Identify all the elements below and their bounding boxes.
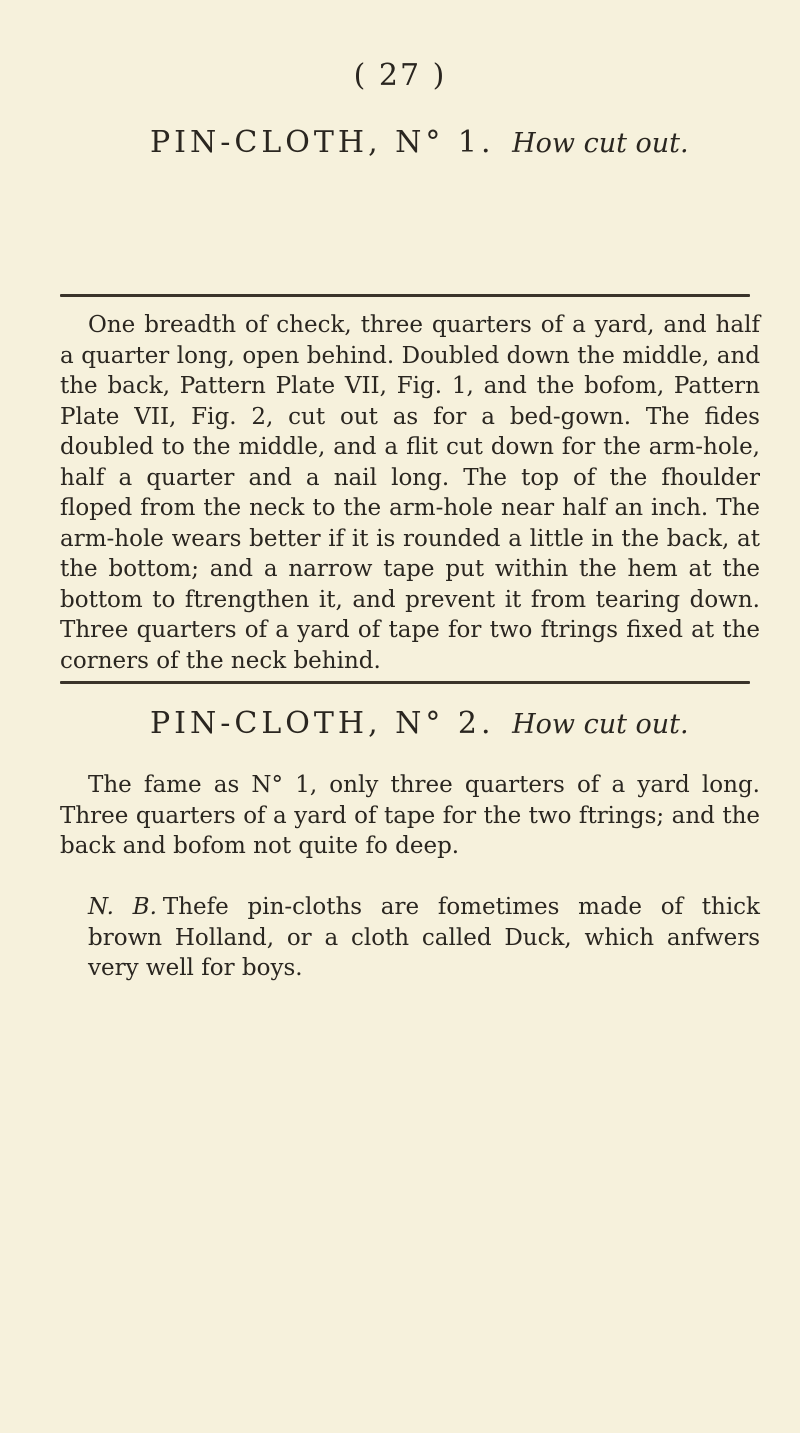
section-1-subtitle: How cut out. xyxy=(512,128,689,159)
section-2-subtitle: How cut out. xyxy=(512,709,689,740)
note-label: N. B. xyxy=(88,894,157,920)
section-2-body: The fame as N° 1, only three quarters of a yard long. Three quarters of a yard of tape for the two ftrings; and the back and bofom not quite fo deep. xyxy=(60,772,760,859)
section-1-body: One breadth of check, three quarters of a yard, and half a quarter long, open behind. Doubled down the middle, and the back, Pattern Plate VII, Fig. 1, and the bofom, Pattern Plate VII, Fig. 2, cut out as for a bed-gown. The fides doubled to the middle, and a flit cut down for the arm-hole, half a quarter and a nail long. The top of the fhoulder floped from the neck to the arm-hole near half an inch. The arm-hole wears better if it is rounded a little in the back, at the bottom; and a narrow tape put within the hem at the bottom to ftrengthen it, and prevent it from tearing down. Three quarters of a yard of tape for two ftrings fixed at the corners of the neck behind. xyxy=(60,312,760,674)
nota-bene-note xyxy=(60,892,760,984)
section-2-heading xyxy=(150,706,770,741)
section-1-heading xyxy=(150,125,770,160)
section-2-title: PIN-CLOTH, N° 2. xyxy=(150,706,495,741)
page-number: ( 27 ) xyxy=(353,58,447,93)
section-1-title: PIN-CLOTH, N° 1. xyxy=(150,125,495,160)
note-text: Thefe pin-cloths are fometimes made of thick brown Holland, or a cloth called Duck, which anfwers very well for boys. xyxy=(88,894,760,981)
divider-rule xyxy=(60,294,750,297)
divider-rule xyxy=(60,681,750,684)
